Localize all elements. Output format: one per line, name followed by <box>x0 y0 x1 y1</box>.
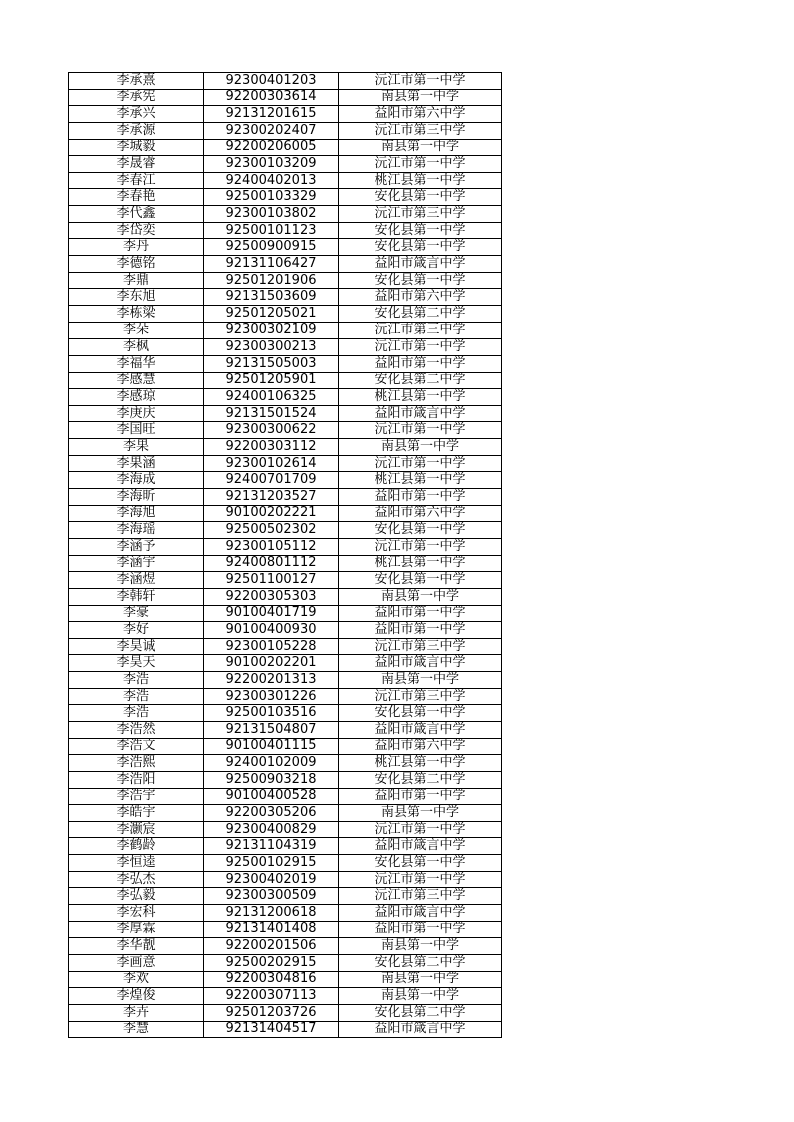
exam-number-cell: 92300102614 <box>204 455 339 472</box>
school-name-cell: 沅江市第一中学 <box>339 455 502 472</box>
school-name-cell: 益阳市第一中学 <box>339 622 502 639</box>
table-row <box>69 938 502 955</box>
table-row <box>69 322 502 339</box>
table-row <box>69 821 502 838</box>
school-name-cell: 南县第一中学 <box>339 439 502 456</box>
student-name-cell: 李海成 <box>69 472 204 489</box>
table-row <box>69 289 502 306</box>
student-name-cell: 李浩文 <box>69 738 204 755</box>
exam-number-cell: 92131404517 <box>204 1021 339 1038</box>
table-row <box>69 189 502 206</box>
school-name-cell: 安化县第一中学 <box>339 705 502 722</box>
exam-number-cell: 92200305303 <box>204 588 339 605</box>
student-name-cell: 李鼎 <box>69 272 204 289</box>
exam-number-cell: 92131104319 <box>204 838 339 855</box>
exam-number-cell: 92300300509 <box>204 888 339 905</box>
student-name-cell: 李涵宇 <box>69 555 204 572</box>
exam-number-cell: 92131401408 <box>204 921 339 938</box>
exam-number-cell: 92500502302 <box>204 522 339 539</box>
exam-number-cell: 92400801112 <box>204 555 339 572</box>
table-row <box>69 372 502 389</box>
school-name-cell: 沅江市第一中学 <box>339 422 502 439</box>
exam-number-cell: 92131501524 <box>204 405 339 422</box>
school-name-cell: 益阳市第六中学 <box>339 505 502 522</box>
school-name-cell: 安化县第二中学 <box>339 771 502 788</box>
student-name-cell: 李华靓 <box>69 938 204 955</box>
school-name-cell: 益阳市第一中学 <box>339 605 502 622</box>
table-row <box>69 455 502 472</box>
table-row <box>69 405 502 422</box>
school-name-cell: 益阳市第一中学 <box>339 921 502 938</box>
table-row <box>69 206 502 223</box>
table-row <box>69 472 502 489</box>
table-row <box>69 555 502 572</box>
school-name-cell: 南县第一中学 <box>339 971 502 988</box>
table-row <box>69 888 502 905</box>
exam-number-cell: 92300103802 <box>204 206 339 223</box>
table-row <box>69 871 502 888</box>
student-name-cell: 李浩 <box>69 688 204 705</box>
school-name-cell: 益阳市箴言中学 <box>339 905 502 922</box>
table-row <box>69 672 502 689</box>
student-name-cell: 李海瑶 <box>69 522 204 539</box>
table-row <box>69 122 502 139</box>
table-row <box>69 339 502 356</box>
table-row <box>69 921 502 938</box>
exam-number-cell: 92400102009 <box>204 755 339 772</box>
student-name-cell: 李慧 <box>69 1021 204 1038</box>
student-name-cell: 李鹤龄 <box>69 838 204 855</box>
table-row <box>69 489 502 506</box>
table-row <box>69 705 502 722</box>
student-name-cell: 李弘毅 <box>69 888 204 905</box>
exam-number-cell: 92200206005 <box>204 139 339 156</box>
school-name-cell: 安化县第一中学 <box>339 189 502 206</box>
school-name-cell: 南县第一中学 <box>339 89 502 106</box>
table-row <box>69 172 502 189</box>
student-name-cell: 李晟睿 <box>69 156 204 173</box>
roster-table-body <box>69 73 502 1038</box>
table-row <box>69 256 502 273</box>
student-name-cell: 李国旺 <box>69 422 204 439</box>
student-name-cell: 李东旭 <box>69 289 204 306</box>
school-name-cell: 益阳市箴言中学 <box>339 838 502 855</box>
school-name-cell: 沅江市第三中学 <box>339 888 502 905</box>
school-name-cell: 安化县第一中学 <box>339 222 502 239</box>
exam-number-cell: 92501205021 <box>204 305 339 322</box>
student-name-cell: 李浩然 <box>69 721 204 738</box>
school-name-cell: 益阳市箴言中学 <box>339 655 502 672</box>
student-name-cell: 李恒逵 <box>69 855 204 872</box>
student-name-cell: 李承源 <box>69 122 204 139</box>
exam-number-cell: 92131201615 <box>204 106 339 123</box>
exam-number-cell: 92200201506 <box>204 938 339 955</box>
exam-number-cell: 92500202915 <box>204 954 339 971</box>
exam-number-cell: 92500900915 <box>204 239 339 256</box>
student-name-cell: 李承兴 <box>69 106 204 123</box>
exam-number-cell: 92300300213 <box>204 339 339 356</box>
student-name-cell: 李浩阳 <box>69 771 204 788</box>
table-row <box>69 771 502 788</box>
school-name-cell: 安化县第一中学 <box>339 239 502 256</box>
exam-number-cell: 90100400930 <box>204 622 339 639</box>
student-name-cell: 李朵 <box>69 322 204 339</box>
school-name-cell: 益阳市第一中学 <box>339 489 502 506</box>
exam-number-cell: 92200303112 <box>204 439 339 456</box>
table-row <box>69 738 502 755</box>
table-row <box>69 505 502 522</box>
student-name-cell: 李福华 <box>69 355 204 372</box>
exam-number-cell: 92300301226 <box>204 688 339 705</box>
exam-number-cell: 92200201313 <box>204 672 339 689</box>
student-name-cell: 李感琼 <box>69 389 204 406</box>
exam-number-cell: 90100401115 <box>204 738 339 755</box>
table-row <box>69 572 502 589</box>
student-name-cell: 李涵予 <box>69 538 204 555</box>
school-name-cell: 沅江市第三中学 <box>339 206 502 223</box>
student-name-cell: 李承熹 <box>69 73 204 90</box>
table-row <box>69 522 502 539</box>
student-name-cell: 李卉 <box>69 1004 204 1021</box>
table-row <box>69 788 502 805</box>
school-name-cell: 沅江市第一中学 <box>339 538 502 555</box>
school-name-cell: 南县第一中学 <box>339 805 502 822</box>
exam-number-cell: 92131200618 <box>204 905 339 922</box>
table-row <box>69 755 502 772</box>
school-name-cell: 南县第一中学 <box>339 139 502 156</box>
exam-number-cell: 92500903218 <box>204 771 339 788</box>
table-row <box>69 954 502 971</box>
school-name-cell: 沅江市第一中学 <box>339 821 502 838</box>
exam-number-cell: 92300105228 <box>204 638 339 655</box>
student-name-cell: 李海旭 <box>69 505 204 522</box>
school-name-cell: 沅江市第三中学 <box>339 322 502 339</box>
student-name-cell: 李承宪 <box>69 89 204 106</box>
school-name-cell: 安化县第一中学 <box>339 855 502 872</box>
exam-number-cell: 92501100127 <box>204 572 339 589</box>
table-row <box>69 1004 502 1021</box>
student-name-cell: 李画意 <box>69 954 204 971</box>
school-name-cell: 沅江市第一中学 <box>339 339 502 356</box>
student-name-cell: 李庚庆 <box>69 405 204 422</box>
table-row <box>69 272 502 289</box>
exam-number-cell: 90100202221 <box>204 505 339 522</box>
table-row <box>69 139 502 156</box>
exam-number-cell: 92501203726 <box>204 1004 339 1021</box>
school-name-cell: 益阳市第六中学 <box>339 106 502 123</box>
school-name-cell: 沅江市第三中学 <box>339 122 502 139</box>
student-name-cell: 李昊诚 <box>69 638 204 655</box>
school-name-cell: 南县第一中学 <box>339 588 502 605</box>
school-name-cell: 益阳市箴言中学 <box>339 721 502 738</box>
student-name-cell: 李城毅 <box>69 139 204 156</box>
student-name-cell: 李弘杰 <box>69 871 204 888</box>
student-name-cell: 李枫 <box>69 339 204 356</box>
school-name-cell: 安化县第二中学 <box>339 1004 502 1021</box>
school-name-cell: 桃江县第一中学 <box>339 172 502 189</box>
exam-number-cell: 92500102915 <box>204 855 339 872</box>
exam-number-cell: 92200307113 <box>204 988 339 1005</box>
student-name-cell: 李灏宸 <box>69 821 204 838</box>
table-row <box>69 605 502 622</box>
table-row <box>69 1021 502 1038</box>
school-name-cell: 安化县第二中学 <box>339 372 502 389</box>
school-name-cell: 沅江市第一中学 <box>339 871 502 888</box>
table-row <box>69 106 502 123</box>
school-name-cell: 沅江市第一中学 <box>339 73 502 90</box>
student-name-cell: 李欢 <box>69 971 204 988</box>
student-name-cell: 李好 <box>69 622 204 639</box>
student-name-cell: 李栋梁 <box>69 305 204 322</box>
table-row <box>69 622 502 639</box>
exam-number-cell: 92400701709 <box>204 472 339 489</box>
table-row <box>69 222 502 239</box>
table-row <box>69 439 502 456</box>
school-name-cell: 益阳市第六中学 <box>339 738 502 755</box>
school-name-cell: 益阳市第六中学 <box>339 289 502 306</box>
table-row <box>69 239 502 256</box>
exam-number-cell: 92300402019 <box>204 871 339 888</box>
table-row <box>69 73 502 90</box>
table-row <box>69 588 502 605</box>
school-name-cell: 安化县第一中学 <box>339 522 502 539</box>
student-name-cell: 李浩宇 <box>69 788 204 805</box>
table-row <box>69 389 502 406</box>
exam-number-cell: 92501205901 <box>204 372 339 389</box>
table-row <box>69 905 502 922</box>
school-name-cell: 沅江市第三中学 <box>339 638 502 655</box>
exam-number-cell: 92400402013 <box>204 172 339 189</box>
exam-number-cell: 92300202407 <box>204 122 339 139</box>
exam-number-cell: 92131504807 <box>204 721 339 738</box>
table-row <box>69 805 502 822</box>
exam-number-cell: 92131203527 <box>204 489 339 506</box>
exam-number-cell: 92131505003 <box>204 355 339 372</box>
school-name-cell: 桃江县第一中学 <box>339 472 502 489</box>
exam-number-cell: 92500103329 <box>204 189 339 206</box>
student-name-cell: 李韩轩 <box>69 588 204 605</box>
student-name-cell: 李浩熙 <box>69 755 204 772</box>
student-name-cell: 李宏科 <box>69 905 204 922</box>
student-name-cell: 李岱奕 <box>69 222 204 239</box>
exam-number-cell: 90100202201 <box>204 655 339 672</box>
exam-number-cell: 92500101123 <box>204 222 339 239</box>
exam-number-cell: 92300401203 <box>204 73 339 90</box>
table-row <box>69 355 502 372</box>
table-row <box>69 721 502 738</box>
exam-number-cell: 92500103516 <box>204 705 339 722</box>
exam-number-cell: 92200304816 <box>204 971 339 988</box>
exam-number-cell: 90100400528 <box>204 788 339 805</box>
roster-table <box>68 72 502 1038</box>
student-name-cell: 李海昕 <box>69 489 204 506</box>
school-name-cell: 益阳市箴言中学 <box>339 1021 502 1038</box>
exam-number-cell: 92300300622 <box>204 422 339 439</box>
exam-number-cell: 92131503609 <box>204 289 339 306</box>
exam-number-cell: 90100401719 <box>204 605 339 622</box>
exam-number-cell: 92200305206 <box>204 805 339 822</box>
school-name-cell: 安化县第二中学 <box>339 954 502 971</box>
table-row <box>69 638 502 655</box>
school-name-cell: 益阳市箴言中学 <box>339 405 502 422</box>
school-name-cell: 南县第一中学 <box>339 988 502 1005</box>
table-row <box>69 988 502 1005</box>
student-name-cell: 李皓宇 <box>69 805 204 822</box>
table-row <box>69 538 502 555</box>
student-name-cell: 李煌俊 <box>69 988 204 1005</box>
school-name-cell: 安化县第一中学 <box>339 572 502 589</box>
exam-number-cell: 92200303614 <box>204 89 339 106</box>
school-name-cell: 益阳市第一中学 <box>339 788 502 805</box>
student-name-cell: 李丹 <box>69 239 204 256</box>
exam-number-cell: 92501201906 <box>204 272 339 289</box>
student-name-cell: 李代鑫 <box>69 206 204 223</box>
student-name-cell: 李昊天 <box>69 655 204 672</box>
school-name-cell: 桃江县第一中学 <box>339 555 502 572</box>
school-name-cell: 南县第一中学 <box>339 938 502 955</box>
exam-number-cell: 92300302109 <box>204 322 339 339</box>
school-name-cell: 益阳市箴言中学 <box>339 256 502 273</box>
student-name-cell: 李浩 <box>69 705 204 722</box>
table-row <box>69 838 502 855</box>
exam-number-cell: 92300105112 <box>204 538 339 555</box>
table-row <box>69 89 502 106</box>
student-name-cell: 李豪 <box>69 605 204 622</box>
table-row <box>69 156 502 173</box>
student-name-cell: 李德铭 <box>69 256 204 273</box>
school-name-cell: 益阳市第一中学 <box>339 355 502 372</box>
school-name-cell: 安化县第二中学 <box>339 305 502 322</box>
school-name-cell: 沅江市第一中学 <box>339 156 502 173</box>
student-name-cell: 李涵煜 <box>69 572 204 589</box>
student-name-cell: 李厚霖 <box>69 921 204 938</box>
school-name-cell: 沅江市第三中学 <box>339 688 502 705</box>
school-name-cell: 南县第一中学 <box>339 672 502 689</box>
student-name-cell: 李感慧 <box>69 372 204 389</box>
student-name-cell: 李果 <box>69 439 204 456</box>
table-row <box>69 855 502 872</box>
student-name-cell: 李果涵 <box>69 455 204 472</box>
table-row <box>69 971 502 988</box>
table-row <box>69 305 502 322</box>
exam-number-cell: 92300400829 <box>204 821 339 838</box>
table-row <box>69 655 502 672</box>
exam-number-cell: 92131106427 <box>204 256 339 273</box>
table-row <box>69 422 502 439</box>
school-name-cell: 桃江县第一中学 <box>339 389 502 406</box>
student-name-cell: 李浩 <box>69 672 204 689</box>
table-row <box>69 688 502 705</box>
school-name-cell: 桃江县第一中学 <box>339 755 502 772</box>
exam-number-cell: 92400106325 <box>204 389 339 406</box>
exam-number-cell: 92300103209 <box>204 156 339 173</box>
student-name-cell: 李春江 <box>69 172 204 189</box>
school-name-cell: 安化县第一中学 <box>339 272 502 289</box>
student-name-cell: 李春艳 <box>69 189 204 206</box>
